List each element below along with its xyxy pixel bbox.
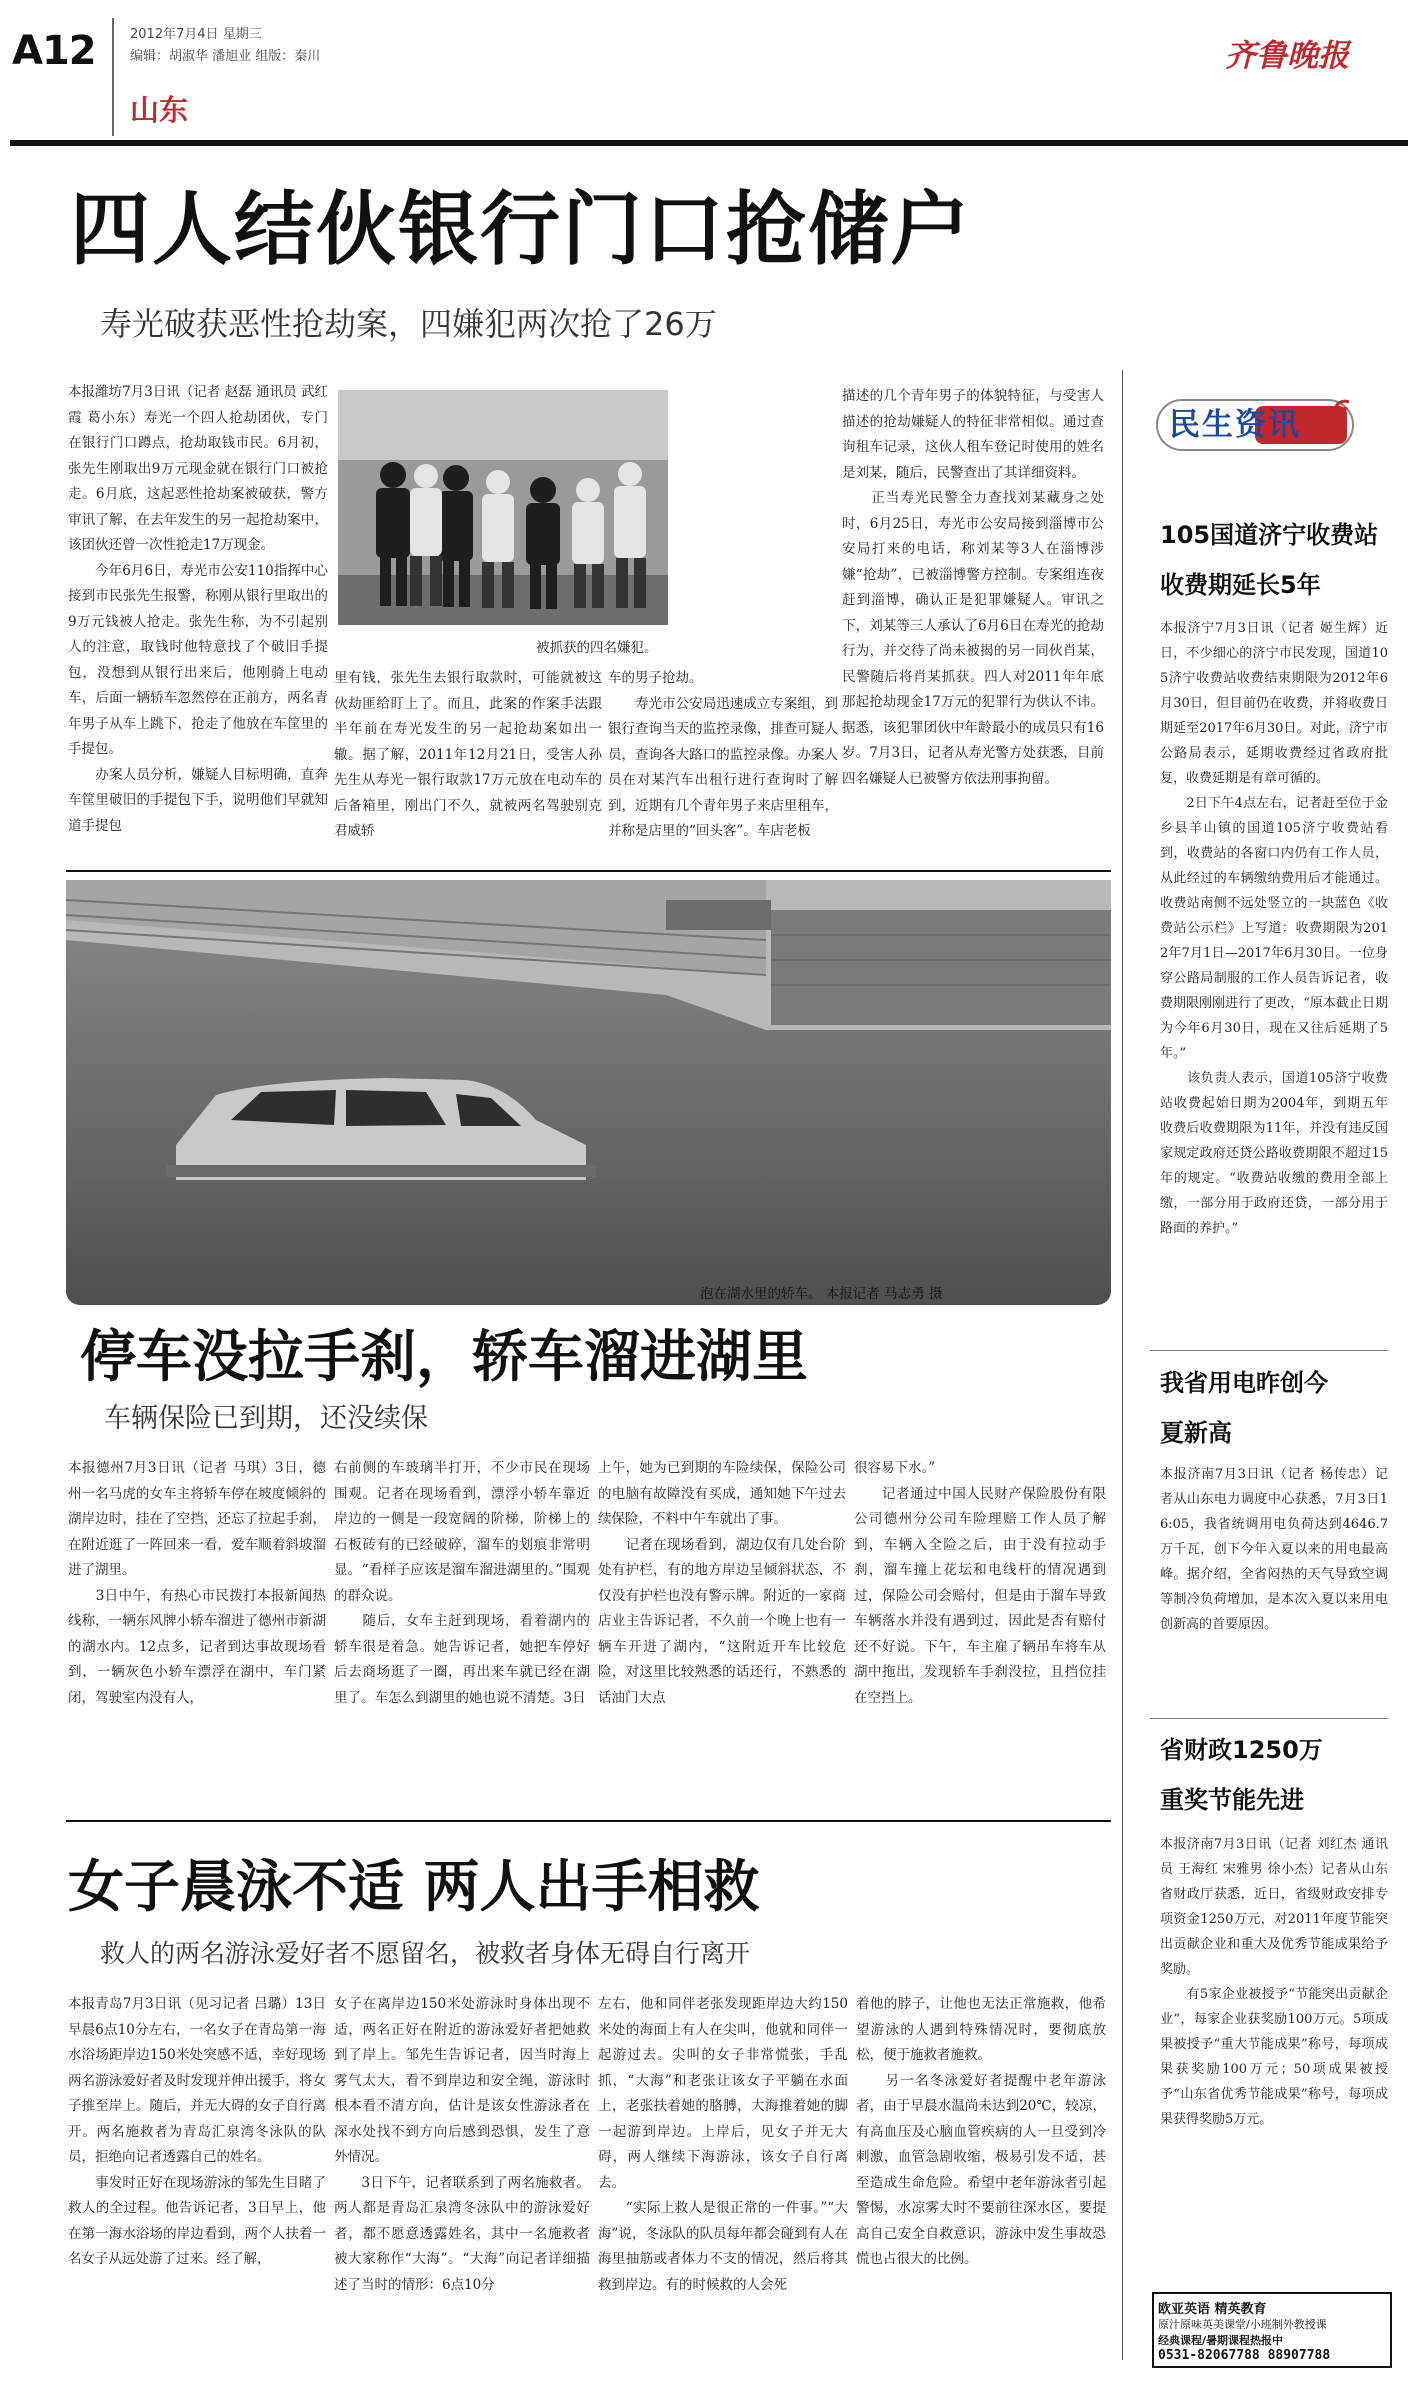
rule-1 (66, 870, 1111, 872)
swim-col1: 本报青岛7月3日讯（见习记者 吕璐）13日早晨6点10分左右，一名女子在青岛第一海水浴场距岸边150米处突感不适，幸好现场两名游泳爱好者及时发现并伸出援手，将女子推至岸上。随后，并无大碍的女子自行离开。两名施救者为青岛汇泉湾冬泳队的队员，拒绝向记者透露自己的姓名。 事发时正好在现场游泳的邹先生目睹了救人的全过程。他告诉记者，3日早上，他在第一海水浴场的岸边看到，两个人扶着一名女子从远处游了过来。经了解， (68, 1996, 326, 2267)
suspects-photo-art (338, 390, 668, 625)
rule-2 (66, 1820, 1111, 1822)
sidebar-item1-body: 本报济宁7月3日讯（记者 姬生辉）近日，不少细心的济宁市民发现，国道105济宁收费站收费结束期限为2012年6月30日，但目前仍在收费，并将收费日期延至2017年6月30日。对此，济宁市公路局表示，延期收费经过省政府批复，收费延期是有章可循的。 2日下午4点左右，记者赶至位于金乡县羊山镇的国道105济宁收费站看到，收费站的各窗口内仍有工作人员，从此经过的车辆缴纳费用后才能通过。收费站南侧不远处竖立的一块蓝色《收费站公示栏》上写道：收费期限为2012年7月1日—2017年6月30日。一位身穿公路局制服的工作人员告诉记者，收费期限刚刚进行了更改，“原本截止日期为今年6月30日，现在又往后延期了5年。” 该负责人表示，国道105济宁收费站收费起始日期为2004年，到期五年收费后收费期限为11年，并没有违反国家规定政府还贷公路收费期限不超过15年的规定。“收费站收缴的费用全部上缴，一部分用于政府还贷，一部分用于路面的养护。” (1160, 621, 1388, 1236)
english-school-ad[interactable] (1152, 2292, 1392, 2368)
robbery-col4: 描述的几个青年男子的体貌特征，与受害人描述的抢劫嫌疑人的特征非常相似。通过查询租车记录，这伙人租车登记时使用的姓名是刘某，随后，民警查出了其详细资料。 正当寿光民警全力查找刘某藏身之处时，6月25日，寿光市公安局接到淄博市公安局打来的电话，称刘某等3人在淄博涉嫌“抢劫”，已被淄博警方控制。专案组连夜赶到淄博，确认正是犯罪嫌疑人。审讯之下，刘某等三人承认了6月6日在寿光的抢劫行为，并交待了尚未被揭的另一同伙肖某，民警随后将肖某抓获。四人对2011年年底那起抢劫现金17万元的犯罪行为供认不讳。据悉，该犯罪团伙中年龄最小的成员只有16岁。7月3日，记者从寿光警方处获悉，目前四名嫌疑人已被警方依法刑事拘留。 (842, 388, 1104, 787)
header-rule (10, 140, 1408, 146)
robbery-col2: 里有钱，张先生去银行取款时，可能就被这伙劫匪给盯上了。而且，此案的作案手法跟半年前在寿光发生的另一起抢劫案如出一辙。据了解，2011年12月21日，受害人孙先生从寿光一银行取款17万元放在电动车的后备箱里，刚出门不久，就被两名驾驶别克君威轿 (334, 670, 602, 839)
sidebar-logo-text: 民生资讯 (1169, 407, 1301, 443)
ad-phone: 0531-82067788 88907788 (1158, 2348, 1331, 2363)
car-col3: 上午，她为已到期的车险续保，保险公司的电脑有故障没有买成，通知她下午过去续保险，不料中午车就出了事。 记者在现场看到，湖边仅有几处台阶处有护栏，有的地方岸边呈倾斜状态，不仅没有护栏也没有警示牌。附近的一家商店业主告诉记者，不久前一个晚上也有一辆车开进了湖内，“这附近开车比较危险，对这里比较熟悉的话还行，不熟悉的话油门大点 (598, 1460, 846, 1706)
sidebar-rule-2 (1150, 1718, 1388, 1719)
sidebar-item2-body: 本报济南7月3日讯（记者 杨传忠）记者从山东电力调度中心获悉，7月3日16:05，我省统调用电负荷达到4646.7万千瓦，创下今年入夏以来的用电最高峰。据介绍，全省闷热的天气导致空调等制冷负荷增加，是本次入夏以来用电创新高的首要原因。 (1160, 1467, 1388, 1632)
headline-swim: 女子晨泳不适 两人出手相救 (68, 1855, 760, 1920)
robbery-col3: 车的男子抢劫。 寿光市公安局迅速成立专案组，到银行查询当天的监控录像，排查可疑人员，查询各大路口的监控录像。办案人员在对某汽车出租行进行查询时了解到，近期有几个青年男子来店里租车，并称是店里的“回头客”。车店老板 (608, 670, 838, 839)
sidebar-rule-1 (1150, 1350, 1388, 1351)
ad-slogan: 欧亚英语 精英教育 (1158, 2302, 1267, 2317)
page-number: A12 (12, 28, 96, 74)
suspects-photo (338, 390, 668, 625)
sidebar-item1-title: 105国道济宁收费站收费期延长5年 (1160, 521, 1379, 599)
ad-line1: 原汁原味英美课堂/小班制外教授课 (1158, 2318, 1327, 2331)
subhead-swim: 救人的两名游泳爱好者不愿留名，被救者身体无碍自行离开 (100, 1939, 751, 1968)
header-info (130, 24, 320, 68)
swim-col2: 女子在离岸边150米处游泳时身体出现不适，两名正好在附近的游泳爱好者把她救到了岸上。邹先生告诉记者，因当时海上雾气太大，看不到岸边和安全绳，游泳时根本看不清方向，估计是该女性游泳者在深水处找不到方向后感到恐惧，发生了意外情况。 3日下午，记者联系到了两名施救者。两人都是青岛汇泉湾冬泳队中的游泳爱好者，都不愿意透露姓名，其中一名施救者被大家称作“大海”。“大海”向记者详细描述了当时的情形：6点10分 (334, 1996, 590, 2293)
robbery-col1: 本报潍坊7月3日讯（记者 赵磊 通讯员 武红霞 葛小东）寿光一个四人抢劫团伙，专门在银行门口蹲点，抢劫取钱市民。6月初，张先生刚取出9万元现金就在银行门口被抢走。6月底，这起恶性抢劫案被破获，警方审讯了解，在去年发生的另一起抢劫案中，该团伙还曾一次性抢走17万现金。 今年6月6日，寿光市公安110指挥中心接到市民张先生报警，称刚从银行里取出的9万元钱被人抢走。张先生称，为不引起别人的注意，取钱时他特意找了个破旧手提包，没想到从银行出来后，他刚骑上电动车，后面一辆轿车忽然停在正前方，两名青年男子从车上跳下，抢走了他放在车筐里的手提包。 办案人员分析，嫌疑人目标明确，直奔车筐里破旧的手提包下手，说明他们早就知道手提包 (68, 384, 328, 834)
subhead-car: 车辆保险已到期，还没续保 (104, 1403, 428, 1434)
headline-car: 停车没拉手刹，轿车溜进湖里 (80, 1325, 808, 1390)
header-divider (112, 18, 114, 136)
sidebar-logo (1155, 392, 1365, 456)
subhead-robbery: 寿光破获恶性抢劫案，四嫌犯两次抢了26万 (100, 305, 717, 343)
car-col2: 右前侧的车玻璃半打开，不少市民在现场围观。记者在现场看到，漂浮小轿车靠近岸边的一侧是一段宽阔的阶梯，阶梯上的石板砖有的已经破碎，溜车的划痕非常明显。“看样子应该是溜车溜进湖里的。”围观的群众说。 随后，女车主赶到现场，看着湖内的轿车很是着急。她告诉记者，她把车停好后去商场逛了一圈，再出来车就已经在湖里了。车怎么到湖里的她也说不清楚。3日 (334, 1460, 590, 1706)
car-col4: 很容易下水。” 记者通过中国人民财产保险股份有限公司德州分公司车险理赔工作人员了解到，车辆入全险之后，由于没有拉动手刹，溜车撞上花坛和电线杆的情况遇到过，保险公司会赔付，但是由于溜车导致车辆落水并没有遇到过，因此是否有赔付还不好说。下午，车主雇了辆吊车将车从湖中拖出，发现轿车手刹没拉，且挡位挂在空挡上。 (854, 1460, 1106, 1706)
car-col1: 本报德州7月3日讯（记者 马琪）3日，德州一名马虎的女车主将轿车停在坡度倾斜的湖岸边时，挂在了空挡，还忘了拉起手刹，在附近逛了一阵回来一看，爱车顺着斜坡溜进了湖里。 3日中午，有热心市民拨打本报新闻热线称，一辆东风牌小轿车溜进了德州市新湖的湖水内。12点多，记者到达事故现场看到，一辆灰色小轿车漂浮在湖中，车门紧闭，驾驶室内没有人， (68, 1460, 326, 1706)
headline-robbery: 四人结伙银行门口抢储户 (70, 183, 972, 276)
ad-line2: 经典课程/暑期课程热报中 (1158, 2334, 1284, 2347)
sidebar-item2-title: 我省用电昨创今夏新高 (1160, 1369, 1328, 1447)
sidebar-item3-title: 省财政1250万重奖节能先进 (1160, 1736, 1323, 1814)
swim-col3: 左右，他和同伴老张发现距岸边大约150米处的海面上有人在尖叫，他就和同伴一起游过去。尖叫的女子非常慌张，手乱抓，“大海”和老张让该女子平躺在水面上，老张扶着她的胳膊，大海推着她的脚一起游到岸边。上岸后，见女子并无大碍，两人继续下海游泳，该女子自行离去。 “实际上救人是很正常的一件事。”“大海”说，冬泳队的队员每年都会碰到有人在海里抽筋或者体力不支的情况，然后将其救到岸边。有的时候救的人会死 (598, 1996, 848, 2293)
editor-line: 编辑：胡淑华 潘旭业 组版：秦川 (130, 49, 321, 64)
car-in-lake-art (66, 880, 1111, 1305)
newspaper-logo: 齐鲁晚报 (1225, 38, 1349, 74)
sidebar-divider (1122, 370, 1123, 2360)
suspects-caption: 被抓获的四名嫌犯。 (536, 640, 658, 656)
swim-col4: 着他的脖子，让他也无法正常施救，他希望游泳的人遇到特殊情况时，要彻底放松，便于施救者施救。 另一名冬泳爱好者提醒中老年游泳者，由于早晨水温尚未达到20℃，较凉，有高血压及心脑血管疾病的人一旦受到冷刺激，血管急剧收缩，极易引发不适，甚至造成生命危险。希望中老年游泳者引起警惕，水凉雾大时不要前往深水区，要提高自己安全自救意识，游泳中发生事故恐慌也占很大的比例。 (856, 1996, 1106, 2267)
sidebar-item3-body: 本报济南7月3日讯（记者 刘红杰 通讯员 王海红 宋雅男 徐小杰）记者从山东省财政厅获悉，近日，省级财政安排专项资金1250万元，对2011年度节能突出贡献企业和重大及优秀节能成果给予奖励。 有5家企业被授予“节能突出贡献企业”，每家企业获奖励100万元。5项成果被授予“重大节能成果”称号，每项成果获奖励100万元；50项成果被授予“山东省优秀节能成果”称号，每项成果获得奖励5万元。 (1160, 1837, 1388, 2127)
section-name: 山东 (130, 93, 189, 127)
car-in-lake-photo (66, 880, 1111, 1305)
date-line: 2012年7月4日 星期三 (130, 27, 262, 42)
car-photo-caption: 泡在湖水里的轿车。 本报记者 马志勇 摄 (700, 1286, 943, 1302)
